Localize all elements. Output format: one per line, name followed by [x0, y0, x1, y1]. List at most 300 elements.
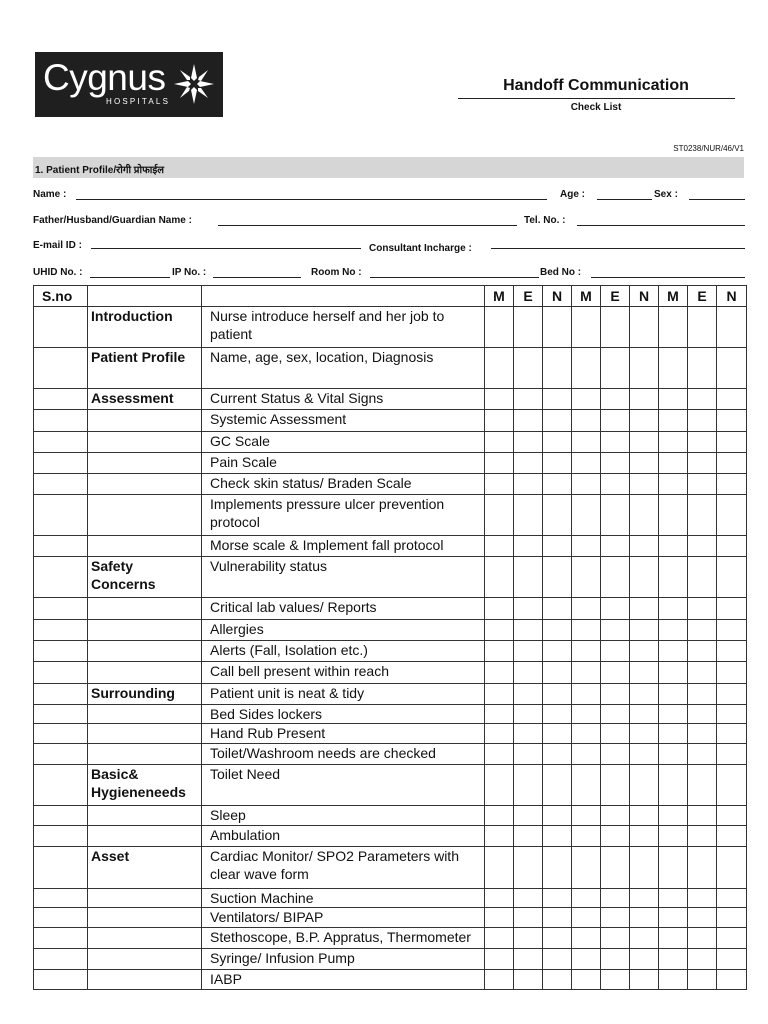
shift-check-cell[interactable]	[630, 620, 659, 641]
shift-check-cell[interactable]	[601, 765, 630, 806]
shift-check-cell[interactable]	[630, 908, 659, 928]
shift-check-cell[interactable]	[572, 806, 601, 826]
shift-check-cell[interactable]	[543, 432, 572, 453]
shift-check-cell[interactable]	[630, 536, 659, 557]
shift-check-cell[interactable]	[543, 826, 572, 847]
shift-check-cell[interactable]	[514, 806, 543, 826]
shift-check-cell[interactable]	[572, 389, 601, 410]
shift-check-cell[interactable]	[659, 432, 688, 453]
ip-field[interactable]	[213, 277, 301, 278]
uhid-field[interactable]	[90, 277, 170, 278]
shift-header: E	[688, 286, 717, 307]
category-cell	[88, 536, 202, 557]
shift-check-cell[interactable]	[572, 684, 601, 705]
shift-check-cell[interactable]	[514, 928, 543, 949]
form-title: Handoff Communication	[503, 77, 689, 94]
shift-check-cell[interactable]	[601, 495, 630, 536]
shift-check-cell[interactable]	[659, 908, 688, 928]
shift-check-cell[interactable]	[543, 970, 572, 990]
shift-check-cell[interactable]	[659, 806, 688, 826]
shift-check-cell[interactable]	[601, 536, 630, 557]
shift-check-cell[interactable]	[485, 307, 514, 348]
shift-check-cell[interactable]	[514, 847, 543, 889]
item-cell: GC Scale	[202, 432, 485, 453]
sno-cell	[34, 620, 88, 641]
shift-check-cell[interactable]	[717, 536, 747, 557]
shift-check-cell[interactable]	[601, 908, 630, 928]
shift-check-cell[interactable]	[572, 724, 601, 744]
shift-check-cell[interactable]	[601, 662, 630, 684]
shift-check-cell[interactable]	[572, 474, 601, 495]
shift-check-cell[interactable]	[601, 453, 630, 474]
shift-check-cell[interactable]	[659, 598, 688, 620]
shift-check-cell[interactable]	[485, 724, 514, 744]
shift-check-cell[interactable]	[601, 724, 630, 744]
shift-check-cell[interactable]	[630, 724, 659, 744]
shift-check-cell[interactable]	[717, 949, 747, 970]
shift-check-cell[interactable]	[601, 598, 630, 620]
shift-check-cell[interactable]	[601, 949, 630, 970]
shift-check-cell[interactable]	[601, 620, 630, 641]
shift-check-cell[interactable]	[485, 970, 514, 990]
shift-check-cell[interactable]	[688, 970, 717, 990]
shift-check-cell[interactable]	[659, 765, 688, 806]
shift-check-cell[interactable]	[543, 495, 572, 536]
shift-check-cell[interactable]	[514, 705, 543, 724]
shift-check-cell[interactable]	[601, 928, 630, 949]
shift-check-cell[interactable]	[601, 348, 630, 389]
shift-check-cell[interactable]	[514, 536, 543, 557]
shift-check-cell[interactable]	[601, 641, 630, 662]
shift-check-cell[interactable]	[485, 806, 514, 826]
shift-check-cell[interactable]	[630, 474, 659, 495]
item-cell: Ventilators/ BIPAP	[202, 908, 485, 928]
shift-check-cell[interactable]	[514, 765, 543, 806]
shift-check-cell[interactable]	[688, 474, 717, 495]
sno-cell	[34, 641, 88, 662]
shift-check-cell[interactable]	[514, 724, 543, 744]
shift-check-cell[interactable]	[688, 389, 717, 410]
email-field[interactable]	[91, 248, 361, 249]
shift-check-cell[interactable]	[630, 307, 659, 348]
shift-check-cell[interactable]	[514, 908, 543, 928]
shift-check-cell[interactable]	[717, 847, 747, 889]
sno-cell	[34, 389, 88, 410]
shift-check-cell[interactable]	[572, 307, 601, 348]
shift-check-cell[interactable]	[572, 495, 601, 536]
shift-check-cell[interactable]	[659, 641, 688, 662]
shift-check-cell[interactable]	[485, 684, 514, 705]
shift-check-cell[interactable]	[688, 307, 717, 348]
shift-check-cell[interactable]	[688, 620, 717, 641]
shift-check-cell[interactable]	[630, 806, 659, 826]
shift-check-cell[interactable]	[688, 908, 717, 928]
shift-check-cell[interactable]	[572, 410, 601, 432]
shift-check-cell[interactable]	[630, 889, 659, 908]
shift-check-cell[interactable]	[717, 641, 747, 662]
shift-check-cell[interactable]	[601, 826, 630, 847]
shift-check-cell[interactable]	[630, 410, 659, 432]
shift-check-cell[interactable]	[688, 598, 717, 620]
shift-check-cell[interactable]	[543, 641, 572, 662]
shift-check-cell[interactable]	[659, 453, 688, 474]
shift-check-cell[interactable]	[572, 662, 601, 684]
shift-check-cell[interactable]	[543, 598, 572, 620]
shift-check-cell[interactable]	[630, 765, 659, 806]
shift-check-cell[interactable]	[572, 908, 601, 928]
shift-check-cell[interactable]	[543, 724, 572, 744]
shift-check-cell[interactable]	[543, 705, 572, 724]
shift-check-cell[interactable]	[485, 453, 514, 474]
shift-check-cell[interactable]	[630, 598, 659, 620]
shift-check-cell[interactable]	[688, 826, 717, 847]
ip-label: IP No. :	[172, 267, 207, 278]
shift-check-cell[interactable]	[659, 410, 688, 432]
shift-check-cell[interactable]	[630, 348, 659, 389]
shift-check-cell[interactable]	[717, 410, 747, 432]
shift-check-cell[interactable]	[630, 949, 659, 970]
shift-check-cell[interactable]	[601, 432, 630, 453]
shift-check-cell[interactable]	[543, 684, 572, 705]
shift-check-cell[interactable]	[717, 389, 747, 410]
shift-check-cell[interactable]	[485, 389, 514, 410]
shift-check-cell[interactable]	[601, 474, 630, 495]
shift-check-cell[interactable]	[543, 744, 572, 765]
shift-check-cell[interactable]	[485, 847, 514, 889]
shift-check-cell[interactable]	[601, 744, 630, 765]
shift-check-cell[interactable]	[717, 474, 747, 495]
sno-cell	[34, 307, 88, 348]
shift-check-cell[interactable]	[630, 744, 659, 765]
shift-check-cell[interactable]	[514, 598, 543, 620]
shift-check-cell[interactable]	[601, 307, 630, 348]
shift-check-cell[interactable]	[688, 557, 717, 598]
shift-check-cell[interactable]	[543, 847, 572, 889]
shift-check-cell[interactable]	[601, 389, 630, 410]
shift-check-cell[interactable]	[630, 847, 659, 889]
item-cell: Alerts (Fall, Isolation etc.)	[202, 641, 485, 662]
shift-check-cell[interactable]	[630, 826, 659, 847]
shift-check-cell[interactable]	[601, 970, 630, 990]
shift-check-cell[interactable]	[659, 744, 688, 765]
shift-check-cell[interactable]	[514, 744, 543, 765]
shift-check-cell[interactable]	[572, 744, 601, 765]
table-row	[34, 705, 747, 724]
shift-check-cell[interactable]	[514, 474, 543, 495]
shift-check-cell[interactable]	[688, 348, 717, 389]
bed-label: Bed No :	[540, 267, 582, 278]
shift-check-cell[interactable]	[717, 928, 747, 949]
shift-check-cell[interactable]	[514, 348, 543, 389]
logo-subtext: HOSPITALS	[106, 97, 171, 106]
shift-check-cell[interactable]	[659, 307, 688, 348]
shift-check-cell[interactable]	[630, 432, 659, 453]
category-cell	[88, 908, 202, 928]
shift-check-cell[interactable]	[688, 705, 717, 724]
shift-check-cell[interactable]	[659, 557, 688, 598]
sno-cell	[34, 705, 88, 724]
shift-check-cell[interactable]	[514, 949, 543, 970]
shift-check-cell[interactable]	[688, 724, 717, 744]
shift-check-cell[interactable]	[543, 348, 572, 389]
category-cell	[88, 970, 202, 990]
shift-check-cell[interactable]	[659, 705, 688, 724]
shift-check-cell[interactable]	[717, 970, 747, 990]
shift-check-cell[interactable]	[659, 389, 688, 410]
shift-check-cell[interactable]	[717, 889, 747, 908]
category-cell	[88, 620, 202, 641]
shift-check-cell[interactable]	[688, 949, 717, 970]
shift-check-cell[interactable]	[514, 620, 543, 641]
shift-check-cell[interactable]	[514, 970, 543, 990]
sno-cell	[34, 410, 88, 432]
shift-check-cell[interactable]	[485, 432, 514, 453]
category-cell	[88, 474, 202, 495]
shift-check-cell[interactable]	[717, 432, 747, 453]
item-cell: Syringe/ Infusion Pump	[202, 949, 485, 970]
shift-check-cell[interactable]	[572, 847, 601, 889]
shift-check-cell[interactable]	[659, 536, 688, 557]
bed-field[interactable]	[591, 277, 745, 278]
shift-check-cell[interactable]	[601, 889, 630, 908]
shift-check-cell[interactable]	[572, 928, 601, 949]
shift-check-cell[interactable]	[688, 662, 717, 684]
shift-check-cell[interactable]	[630, 705, 659, 724]
shift-check-cell[interactable]	[485, 620, 514, 641]
shift-check-cell[interactable]	[485, 928, 514, 949]
shift-check-cell[interactable]	[688, 495, 717, 536]
shift-check-cell[interactable]	[572, 598, 601, 620]
shift-check-cell[interactable]	[485, 474, 514, 495]
shift-check-cell[interactable]	[601, 847, 630, 889]
shift-check-cell[interactable]	[630, 495, 659, 536]
shift-check-cell[interactable]	[659, 474, 688, 495]
shift-check-cell[interactable]	[543, 453, 572, 474]
shift-check-cell[interactable]	[485, 889, 514, 908]
shift-check-cell[interactable]	[514, 389, 543, 410]
shift-check-cell[interactable]	[514, 432, 543, 453]
shift-check-cell[interactable]	[572, 826, 601, 847]
name-field[interactable]	[76, 199, 547, 200]
sex-field[interactable]	[689, 199, 745, 200]
shift-check-cell[interactable]	[717, 684, 747, 705]
table-row	[34, 724, 747, 744]
shift-check-cell[interactable]	[543, 389, 572, 410]
shift-check-cell[interactable]	[717, 620, 747, 641]
shift-check-cell[interactable]	[717, 826, 747, 847]
shift-check-cell[interactable]	[543, 474, 572, 495]
shift-check-cell[interactable]	[514, 826, 543, 847]
shift-check-cell[interactable]	[572, 536, 601, 557]
shift-check-cell[interactable]	[688, 453, 717, 474]
shift-check-cell[interactable]	[572, 705, 601, 724]
item-cell: IABP	[202, 970, 485, 990]
shift-check-cell[interactable]	[659, 684, 688, 705]
shift-check-cell[interactable]	[630, 453, 659, 474]
guardian-label: Father/Husband/Guardian Name :	[33, 215, 192, 226]
item-cell: Patient unit is neat & tidy	[202, 684, 485, 705]
table-row	[34, 847, 747, 889]
shift-check-cell[interactable]	[514, 557, 543, 598]
shift-check-cell[interactable]	[543, 536, 572, 557]
sno-cell	[34, 495, 88, 536]
item-cell: Toilet/Washroom needs are checked	[202, 744, 485, 765]
shift-check-cell[interactable]	[688, 641, 717, 662]
shift-check-cell[interactable]	[543, 765, 572, 806]
shift-check-cell[interactable]	[485, 410, 514, 432]
shift-check-cell[interactable]	[659, 889, 688, 908]
shift-check-cell[interactable]	[688, 684, 717, 705]
shift-check-cell[interactable]	[659, 826, 688, 847]
table-row	[34, 389, 747, 410]
shift-check-cell[interactable]	[717, 705, 747, 724]
shift-check-cell[interactable]	[572, 889, 601, 908]
form-code: ST0238/NUR/46/V1	[673, 144, 744, 153]
shift-check-cell[interactable]	[572, 432, 601, 453]
consultant-field[interactable]	[491, 248, 745, 249]
sno-cell	[34, 765, 88, 806]
shift-check-cell[interactable]	[543, 620, 572, 641]
item-cell: Check skin status/ Braden Scale	[202, 474, 485, 495]
shift-check-cell[interactable]	[630, 662, 659, 684]
shift-check-cell[interactable]	[572, 641, 601, 662]
shift-check-cell[interactable]	[717, 307, 747, 348]
shift-check-cell[interactable]	[572, 348, 601, 389]
shift-check-cell[interactable]	[630, 557, 659, 598]
shift-check-cell[interactable]	[485, 641, 514, 662]
shift-check-cell[interactable]	[601, 557, 630, 598]
item-cell: Suction Machine	[202, 889, 485, 908]
shift-check-cell[interactable]	[688, 536, 717, 557]
shift-check-cell[interactable]	[485, 705, 514, 724]
shift-check-cell[interactable]	[659, 662, 688, 684]
item-cell: Current Status & Vital Signs	[202, 389, 485, 410]
shift-check-cell[interactable]	[572, 970, 601, 990]
shift-check-cell[interactable]	[485, 557, 514, 598]
shift-check-cell[interactable]	[601, 705, 630, 724]
shift-check-cell[interactable]	[630, 389, 659, 410]
shift-check-cell[interactable]	[601, 684, 630, 705]
shift-check-cell[interactable]	[659, 928, 688, 949]
shift-check-cell[interactable]	[572, 765, 601, 806]
shift-check-cell[interactable]	[688, 847, 717, 889]
shift-check-cell[interactable]	[717, 765, 747, 806]
shift-check-cell[interactable]	[717, 598, 747, 620]
shift-check-cell[interactable]	[688, 889, 717, 908]
shift-check-cell[interactable]	[717, 806, 747, 826]
shift-check-cell[interactable]	[543, 928, 572, 949]
shift-check-cell[interactable]	[543, 949, 572, 970]
room-field[interactable]	[370, 277, 539, 278]
shift-check-cell[interactable]	[659, 495, 688, 536]
shift-check-cell[interactable]	[630, 684, 659, 705]
shift-check-cell[interactable]	[543, 889, 572, 908]
item-cell: Systemic Assessment	[202, 410, 485, 432]
shift-check-cell[interactable]	[659, 724, 688, 744]
shift-check-cell[interactable]	[543, 908, 572, 928]
shift-check-cell[interactable]	[514, 495, 543, 536]
shift-check-cell[interactable]	[572, 453, 601, 474]
shift-check-cell[interactable]	[485, 662, 514, 684]
shift-check-cell[interactable]	[659, 949, 688, 970]
category-cell: Safety Concerns	[88, 557, 202, 598]
shift-check-cell[interactable]	[630, 641, 659, 662]
shift-check-cell[interactable]	[514, 889, 543, 908]
shift-header: N	[630, 286, 659, 307]
shift-check-cell[interactable]	[717, 908, 747, 928]
shift-check-cell[interactable]	[514, 684, 543, 705]
shift-check-cell[interactable]	[630, 928, 659, 949]
shift-check-cell[interactable]	[543, 557, 572, 598]
shift-check-cell[interactable]	[485, 348, 514, 389]
shift-check-cell[interactable]	[601, 806, 630, 826]
shift-check-cell[interactable]	[659, 847, 688, 889]
consultant-label: Consultant Incharge :	[369, 243, 472, 254]
shift-check-cell[interactable]	[717, 348, 747, 389]
shift-check-cell[interactable]	[485, 826, 514, 847]
hospital-logo	[35, 52, 223, 117]
shift-check-cell[interactable]	[485, 765, 514, 806]
shift-check-cell[interactable]	[514, 410, 543, 432]
table-row	[34, 620, 747, 641]
shift-check-cell[interactable]	[543, 307, 572, 348]
shift-check-cell[interactable]	[485, 598, 514, 620]
shift-check-cell[interactable]	[717, 662, 747, 684]
shift-check-cell[interactable]	[485, 495, 514, 536]
shift-check-cell[interactable]	[688, 928, 717, 949]
shift-check-cell[interactable]	[659, 348, 688, 389]
shift-check-cell[interactable]	[717, 557, 747, 598]
category-cell	[88, 724, 202, 744]
shift-check-cell[interactable]	[485, 908, 514, 928]
shift-check-cell[interactable]	[514, 453, 543, 474]
shift-check-cell[interactable]	[659, 970, 688, 990]
shift-check-cell[interactable]	[717, 744, 747, 765]
shift-check-cell[interactable]	[688, 432, 717, 453]
shift-check-cell[interactable]	[572, 949, 601, 970]
shift-check-cell[interactable]	[688, 744, 717, 765]
age-label: Age :	[560, 189, 585, 200]
shift-check-cell[interactable]	[514, 641, 543, 662]
item-cell: Sleep	[202, 806, 485, 826]
shift-check-cell[interactable]	[485, 744, 514, 765]
shift-check-cell[interactable]	[688, 765, 717, 806]
shift-check-cell[interactable]	[514, 662, 543, 684]
shift-header: E	[514, 286, 543, 307]
shift-check-cell[interactable]	[572, 557, 601, 598]
shift-check-cell[interactable]	[485, 536, 514, 557]
shift-check-cell[interactable]	[630, 970, 659, 990]
tel-field[interactable]	[577, 225, 745, 226]
shift-check-cell[interactable]	[659, 620, 688, 641]
shift-check-cell[interactable]	[717, 724, 747, 744]
age-field[interactable]	[597, 199, 652, 200]
shift-check-cell[interactable]	[485, 949, 514, 970]
guardian-field[interactable]	[218, 225, 517, 226]
shift-check-cell[interactable]	[543, 806, 572, 826]
shift-check-cell[interactable]	[514, 307, 543, 348]
shift-check-cell[interactable]	[543, 410, 572, 432]
category-cell: Introduction	[88, 307, 202, 348]
shift-check-cell[interactable]	[717, 453, 747, 474]
category-cell: Surrounding	[88, 684, 202, 705]
shift-check-cell[interactable]	[717, 495, 747, 536]
shift-check-cell[interactable]	[688, 410, 717, 432]
shift-check-cell[interactable]	[572, 620, 601, 641]
shift-check-cell[interactable]	[601, 410, 630, 432]
shift-check-cell[interactable]	[688, 806, 717, 826]
shift-check-cell[interactable]	[543, 662, 572, 684]
